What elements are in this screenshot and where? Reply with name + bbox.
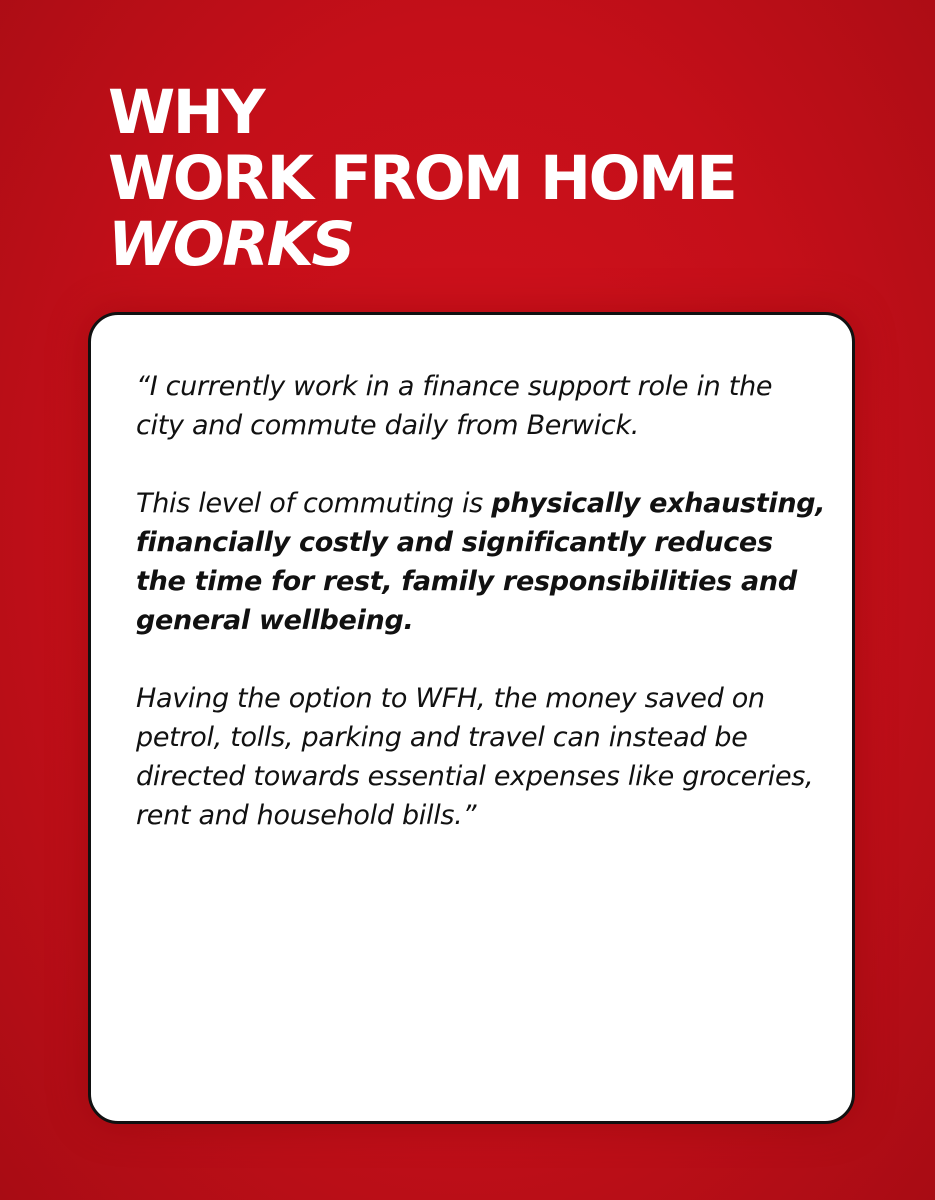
headline-line-works: WORKS <box>108 209 353 280</box>
quote-paragraph-2-emphasis: physically exhausting, financially costly and significantly reduces the time for rest, family responsibilities and general wellbeing. <box>136 488 826 636</box>
quote-paragraph-1: “I currently work in a finance support role in the city and commute daily from Berwick. <box>136 371 773 441</box>
headline-line-why: WHY <box>108 77 264 148</box>
headline <box>108 77 736 280</box>
quote-paragraph-3: Having the option to WFH, the money saved on petrol, tolls, parking and travel can instead be directed towards essential expenses like groceries, rent and household bills.” <box>136 683 814 831</box>
quote-paragraph-2 <box>136 484 826 640</box>
quote-body <box>136 367 826 874</box>
quote-paragraph-2-lead: This level of commuting is <box>136 488 492 519</box>
quote-card <box>88 312 855 1124</box>
headline-line-work-from-home: WORK FROM HOME <box>108 143 736 214</box>
